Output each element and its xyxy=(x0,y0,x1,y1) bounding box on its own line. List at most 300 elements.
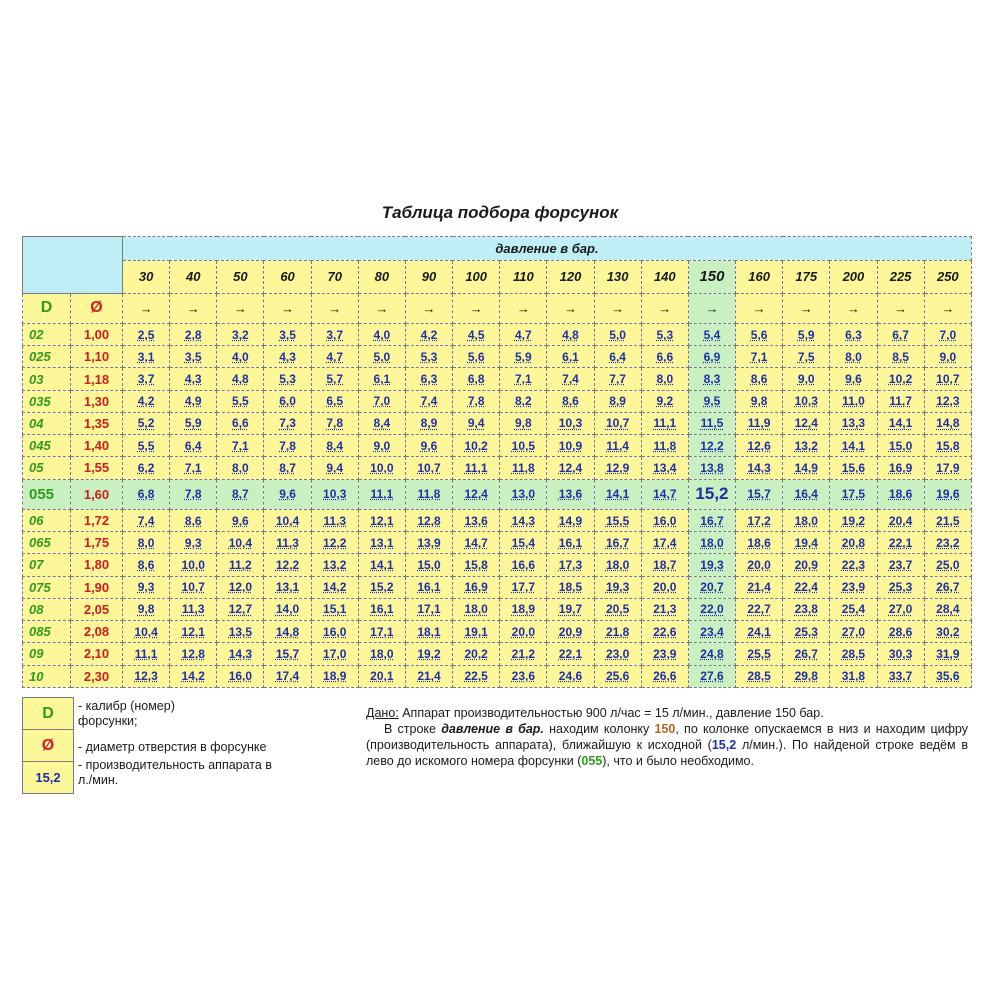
flow-value: 8,6 xyxy=(123,554,170,576)
flow-value: 7,5 xyxy=(783,346,830,368)
table-row xyxy=(23,323,972,345)
nozzle-code: 025 xyxy=(23,346,71,368)
flow-value: 21,4 xyxy=(405,665,452,687)
flow-value: 8,7 xyxy=(217,479,264,509)
flow-value: 20,2 xyxy=(453,643,500,665)
flow-value: 23,8 xyxy=(783,598,830,620)
flow-value: 8,6 xyxy=(547,390,594,412)
nozzle-code: 035 xyxy=(23,390,71,412)
pressure-110: 110 xyxy=(500,261,547,293)
arrow-cell: → xyxy=(924,293,971,323)
nozzle-diameter: 1,40 xyxy=(71,435,123,457)
legend xyxy=(22,697,74,794)
flow-value: 12,2 xyxy=(264,554,311,576)
table-row xyxy=(23,368,972,390)
flow-value: 9,8 xyxy=(500,412,547,434)
flow-value: 5,9 xyxy=(500,346,547,368)
flow-value: 3,5 xyxy=(264,323,311,345)
flow-value: 5,6 xyxy=(736,323,783,345)
flow-value: 16,1 xyxy=(358,598,405,620)
flow-value: 11,4 xyxy=(594,435,641,457)
flow-value: 12,3 xyxy=(924,390,971,412)
flow-value: 5,0 xyxy=(358,346,405,368)
flow-value: 8,4 xyxy=(311,435,358,457)
flow-value: 12,7 xyxy=(217,598,264,620)
arrow-cell: → xyxy=(736,293,783,323)
flow-value: 13,2 xyxy=(311,554,358,576)
arrow-cell: → xyxy=(264,293,311,323)
flow-value: 12,1 xyxy=(358,509,405,531)
flow-value: 14,3 xyxy=(217,643,264,665)
flow-value: 13,5 xyxy=(217,621,264,643)
flow-value: 11,8 xyxy=(500,457,547,479)
flow-value: 18,0 xyxy=(453,598,500,620)
flow-value: 19,3 xyxy=(594,576,641,598)
legend-text-value: - производительность аппарата в л./мин. xyxy=(78,758,272,787)
flow-value: 20,5 xyxy=(594,598,641,620)
flow-value: 5,4 xyxy=(688,323,735,345)
flow-value: 16,0 xyxy=(217,665,264,687)
flow-value: 6,0 xyxy=(264,390,311,412)
flow-value: 31,8 xyxy=(830,665,877,687)
flow-value: 23,6 xyxy=(500,665,547,687)
flow-value: 15,2 xyxy=(688,479,735,509)
nozzle-code: 055 xyxy=(23,479,71,509)
flow-value: 25,5 xyxy=(736,643,783,665)
flow-value: 23,4 xyxy=(688,621,735,643)
flow-value: 22,6 xyxy=(641,621,688,643)
flow-value: 17,0 xyxy=(311,643,358,665)
nozzle-code: 10 xyxy=(23,665,71,687)
flow-value: 7,1 xyxy=(736,346,783,368)
nozzle-table xyxy=(22,236,972,688)
column-d-header: D xyxy=(23,293,71,323)
flow-value: 5,3 xyxy=(641,323,688,345)
nozzle-diameter: 2,08 xyxy=(71,621,123,643)
flow-value: 13,0 xyxy=(500,479,547,509)
arrow-cell: → xyxy=(877,293,924,323)
flow-value: 22,5 xyxy=(453,665,500,687)
flow-value: 27,0 xyxy=(877,598,924,620)
nozzle-code: 07 xyxy=(23,554,71,576)
nozzle-diameter: 2,05 xyxy=(71,598,123,620)
flow-value: 18,0 xyxy=(358,643,405,665)
table-row xyxy=(23,457,972,479)
flow-value: 6,1 xyxy=(547,346,594,368)
pressure-70: 70 xyxy=(311,261,358,293)
flow-value: 9,0 xyxy=(358,435,405,457)
arrow-cell: → xyxy=(311,293,358,323)
table-row xyxy=(23,576,972,598)
flow-value: 14,8 xyxy=(924,412,971,434)
flow-value: 11,3 xyxy=(264,532,311,554)
pressure-row xyxy=(23,261,972,293)
flow-value: 10,3 xyxy=(547,412,594,434)
flow-value: 7,4 xyxy=(547,368,594,390)
flow-value: 9,3 xyxy=(170,532,217,554)
flow-value: 28,4 xyxy=(924,598,971,620)
flow-value: 18,6 xyxy=(736,532,783,554)
flow-value: 15,0 xyxy=(877,435,924,457)
flow-value: 7,0 xyxy=(924,323,971,345)
flow-value: 3,2 xyxy=(217,323,264,345)
flow-value: 5,9 xyxy=(783,323,830,345)
legend-text-diameter: - диаметр отверстия в форсунке xyxy=(78,740,267,754)
flow-value: 33,7 xyxy=(877,665,924,687)
flow-value: 22,4 xyxy=(783,576,830,598)
table-row xyxy=(23,665,972,687)
nozzle-code: 08 xyxy=(23,598,71,620)
arrow-cell: → xyxy=(500,293,547,323)
flow-value: 4,2 xyxy=(405,323,452,345)
flow-value: 6,4 xyxy=(594,346,641,368)
flow-value: 25,0 xyxy=(924,554,971,576)
arrow-cell: → xyxy=(453,293,500,323)
flow-value: 11,5 xyxy=(688,412,735,434)
flow-value: 6,7 xyxy=(877,323,924,345)
flow-value: 21,4 xyxy=(736,576,783,598)
flow-value: 8,0 xyxy=(217,457,264,479)
flow-value: 9,6 xyxy=(217,509,264,531)
flow-value: 19,3 xyxy=(688,554,735,576)
flow-value: 15,1 xyxy=(311,598,358,620)
flow-value: 20,8 xyxy=(830,532,877,554)
flow-value: 10,7 xyxy=(594,412,641,434)
flow-value: 19,2 xyxy=(830,509,877,531)
flow-value: 14,2 xyxy=(170,665,217,687)
flow-value: 7,8 xyxy=(311,412,358,434)
nozzle-code: 02 xyxy=(23,323,71,345)
flow-value: 9,3 xyxy=(123,576,170,598)
pressure-175: 175 xyxy=(783,261,830,293)
header-row xyxy=(23,237,972,261)
nozzle-diameter: 1,90 xyxy=(71,576,123,598)
flow-value: 14,9 xyxy=(783,457,830,479)
flow-value: 22,0 xyxy=(688,598,735,620)
flow-value: 18,9 xyxy=(500,598,547,620)
flow-value: 9,0 xyxy=(783,368,830,390)
flow-value: 18,1 xyxy=(405,621,452,643)
flow-value: 20,9 xyxy=(547,621,594,643)
arrow-cell: → xyxy=(830,293,877,323)
flow-value: 15,4 xyxy=(500,532,547,554)
flow-value: 4,8 xyxy=(547,323,594,345)
flow-value: 6,8 xyxy=(123,479,170,509)
flow-value: 23,2 xyxy=(924,532,971,554)
flow-value: 17,1 xyxy=(358,621,405,643)
flow-value: 7,7 xyxy=(594,368,641,390)
flow-value: 10,4 xyxy=(123,621,170,643)
flow-value: 16,1 xyxy=(547,532,594,554)
flow-value: 25,3 xyxy=(877,576,924,598)
pressure-140: 140 xyxy=(641,261,688,293)
flow-value: 4,0 xyxy=(217,346,264,368)
arrow-cell: → xyxy=(547,293,594,323)
pressure-100: 100 xyxy=(453,261,500,293)
flow-value: 19,7 xyxy=(547,598,594,620)
flow-value: 14,1 xyxy=(830,435,877,457)
flow-value: 21,2 xyxy=(500,643,547,665)
flow-value: 17,5 xyxy=(830,479,877,509)
pressure-200: 200 xyxy=(830,261,877,293)
flow-value: 11,9 xyxy=(736,412,783,434)
flow-value: 7,0 xyxy=(358,390,405,412)
flow-value: 9,6 xyxy=(264,479,311,509)
pressure-50: 50 xyxy=(217,261,264,293)
flow-value: 5,5 xyxy=(217,390,264,412)
flow-value: 4,7 xyxy=(311,346,358,368)
flow-value: 10,4 xyxy=(217,532,264,554)
flow-value: 12,9 xyxy=(594,457,641,479)
flow-value: 6,6 xyxy=(217,412,264,434)
nozzle-diameter: 1,18 xyxy=(71,368,123,390)
flow-value: 6,5 xyxy=(311,390,358,412)
flow-value: 23,9 xyxy=(830,576,877,598)
flow-value: 9,4 xyxy=(311,457,358,479)
flow-value: 13,3 xyxy=(830,412,877,434)
flow-value: 8,7 xyxy=(264,457,311,479)
arrow-cell: → xyxy=(594,293,641,323)
flow-value: 25,6 xyxy=(594,665,641,687)
table-row xyxy=(23,621,972,643)
flow-value: 19,1 xyxy=(453,621,500,643)
flow-value: 9,5 xyxy=(688,390,735,412)
flow-value: 8,9 xyxy=(594,390,641,412)
flow-value: 2,5 xyxy=(123,323,170,345)
flow-value: 8,0 xyxy=(123,532,170,554)
flow-value: 12,4 xyxy=(453,479,500,509)
nozzle-diameter: 1,30 xyxy=(71,390,123,412)
flow-value: 4,7 xyxy=(500,323,547,345)
table-row xyxy=(23,509,972,531)
flow-value: 13,4 xyxy=(641,457,688,479)
nozzle-code: 04 xyxy=(23,412,71,434)
flow-value: 28,5 xyxy=(830,643,877,665)
pressure-80: 80 xyxy=(358,261,405,293)
flow-value: 20,4 xyxy=(877,509,924,531)
example-note: Дано: Аппарат производительностью 900 л/час = 15 л/мин., давление 150 бар. В строке давление в бар. находим колонку 150, по колонке опускаемся в низ и находим цифру (производительность аппарата), ближайшую к исходной (15,2 л/мин.). По найденой строке ведём в лево до искомого номера форсунки (055), что и было необходимо. xyxy=(366,706,968,768)
table-row xyxy=(23,346,972,368)
flow-value: 31,9 xyxy=(924,643,971,665)
flow-value: 23,7 xyxy=(877,554,924,576)
flow-value: 25,3 xyxy=(783,621,830,643)
flow-value: 3,5 xyxy=(170,346,217,368)
flow-value: 7,4 xyxy=(123,509,170,531)
flow-value: 8,3 xyxy=(688,368,735,390)
flow-value: 12,2 xyxy=(311,532,358,554)
flow-value: 22,3 xyxy=(830,554,877,576)
nozzle-diameter: 1,00 xyxy=(71,323,123,345)
flow-value: 22,7 xyxy=(736,598,783,620)
table-corner xyxy=(23,237,123,294)
flow-value: 29,8 xyxy=(783,665,830,687)
flow-value: 17,7 xyxy=(500,576,547,598)
nozzle-code: 05 xyxy=(23,457,71,479)
flow-value: 20,1 xyxy=(358,665,405,687)
flow-value: 28,5 xyxy=(736,665,783,687)
legend-key-diameter: Ø xyxy=(23,730,74,762)
nozzle-diameter: 1,75 xyxy=(71,532,123,554)
flow-value: 17,9 xyxy=(924,457,971,479)
flow-value: 9,0 xyxy=(924,346,971,368)
flow-value: 23,0 xyxy=(594,643,641,665)
flow-value: 6,3 xyxy=(405,368,452,390)
flow-value: 11,3 xyxy=(311,509,358,531)
flow-value: 12,6 xyxy=(736,435,783,457)
flow-value: 10,3 xyxy=(783,390,830,412)
flow-value: 11,7 xyxy=(877,390,924,412)
flow-value: 18,6 xyxy=(877,479,924,509)
flow-value: 25,4 xyxy=(830,598,877,620)
pressure-250: 250 xyxy=(924,261,971,293)
flow-value: 14,9 xyxy=(547,509,594,531)
flow-value: 11,2 xyxy=(217,554,264,576)
flow-value: 4,3 xyxy=(264,346,311,368)
flow-value: 5,7 xyxy=(311,368,358,390)
flow-value: 14,1 xyxy=(358,554,405,576)
flow-value: 10,7 xyxy=(924,368,971,390)
flow-value: 4,2 xyxy=(123,390,170,412)
pressure-130: 130 xyxy=(594,261,641,293)
flow-value: 15,7 xyxy=(736,479,783,509)
flow-value: 10,7 xyxy=(170,576,217,598)
flow-value: 10,2 xyxy=(453,435,500,457)
flow-value: 9,6 xyxy=(830,368,877,390)
flow-value: 8,6 xyxy=(736,368,783,390)
flow-value: 21,5 xyxy=(924,509,971,531)
note-given: Дано: xyxy=(366,706,399,720)
flow-value: 10,0 xyxy=(170,554,217,576)
flow-value: 20,7 xyxy=(688,576,735,598)
flow-value: 6,3 xyxy=(830,323,877,345)
nozzle-diameter: 1,80 xyxy=(71,554,123,576)
flow-value: 15,8 xyxy=(453,554,500,576)
flow-value: 20,0 xyxy=(500,621,547,643)
nozzle-code: 06 xyxy=(23,509,71,531)
table-row xyxy=(23,532,972,554)
flow-value: 17,2 xyxy=(736,509,783,531)
table-row xyxy=(23,643,972,665)
flow-value: 15,5 xyxy=(594,509,641,531)
flow-value: 9,2 xyxy=(641,390,688,412)
nozzle-diameter: 1,60 xyxy=(71,479,123,509)
flow-value: 27,6 xyxy=(688,665,735,687)
flow-value: 12,8 xyxy=(170,643,217,665)
flow-value: 16,6 xyxy=(500,554,547,576)
flow-value: 8,9 xyxy=(405,412,452,434)
flow-value: 14,7 xyxy=(453,532,500,554)
flow-value: 22,1 xyxy=(547,643,594,665)
flow-value: 2,8 xyxy=(170,323,217,345)
flow-value: 5,9 xyxy=(170,412,217,434)
flow-value: 11,1 xyxy=(123,643,170,665)
flow-value: 14,8 xyxy=(264,621,311,643)
flow-value: 14,1 xyxy=(594,479,641,509)
flow-value: 18,9 xyxy=(311,665,358,687)
flow-value: 5,6 xyxy=(453,346,500,368)
flow-value: 30,3 xyxy=(877,643,924,665)
page-title: Таблица подбора форсунок xyxy=(381,203,619,222)
flow-value: 22,1 xyxy=(877,532,924,554)
flow-value: 17,1 xyxy=(405,598,452,620)
flow-value: 7,8 xyxy=(264,435,311,457)
flow-value: 14,7 xyxy=(641,479,688,509)
flow-value: 11,0 xyxy=(830,390,877,412)
flow-value: 15,8 xyxy=(924,435,971,457)
flow-value: 16,4 xyxy=(783,479,830,509)
flow-value: 10,7 xyxy=(405,457,452,479)
flow-value: 13,1 xyxy=(264,576,311,598)
flow-value: 7,1 xyxy=(500,368,547,390)
flow-value: 19,4 xyxy=(783,532,830,554)
flow-value: 6,9 xyxy=(688,346,735,368)
column-diameter-header: Ø xyxy=(71,293,123,323)
arrow-cell: → xyxy=(358,293,405,323)
flow-value: 4,3 xyxy=(170,368,217,390)
flow-value: 11,8 xyxy=(641,435,688,457)
flow-value: 19,2 xyxy=(405,643,452,665)
flow-value: 28,6 xyxy=(877,621,924,643)
arrow-cell: → xyxy=(217,293,264,323)
flow-value: 23,9 xyxy=(641,643,688,665)
flow-value: 16,9 xyxy=(453,576,500,598)
pressure-header: давление в бар. xyxy=(123,237,972,261)
flow-value: 13,6 xyxy=(453,509,500,531)
flow-value: 18,0 xyxy=(594,554,641,576)
flow-value: 18,5 xyxy=(547,576,594,598)
flow-value: 14,1 xyxy=(877,412,924,434)
flow-value: 21,8 xyxy=(594,621,641,643)
pressure-90: 90 xyxy=(405,261,452,293)
flow-value: 16,7 xyxy=(688,509,735,531)
flow-value: 7,8 xyxy=(170,479,217,509)
flow-value: 26,6 xyxy=(641,665,688,687)
flow-value: 12,4 xyxy=(783,412,830,434)
nozzle-diameter: 2,10 xyxy=(71,643,123,665)
flow-value: 10,2 xyxy=(877,368,924,390)
flow-value: 13,6 xyxy=(547,479,594,509)
pressure-150: 150 xyxy=(688,261,735,293)
legend-key-value: 15,2 xyxy=(23,762,74,794)
flow-value: 4,8 xyxy=(217,368,264,390)
flow-value: 16,9 xyxy=(877,457,924,479)
arrow-cell: → xyxy=(123,293,170,323)
arrow-cell: → xyxy=(405,293,452,323)
flow-value: 6,4 xyxy=(170,435,217,457)
arrow-cell: → xyxy=(170,293,217,323)
flow-value: 21,3 xyxy=(641,598,688,620)
table-row xyxy=(23,554,972,576)
flow-value: 14,0 xyxy=(264,598,311,620)
pressure-40: 40 xyxy=(170,261,217,293)
flow-value: 7,1 xyxy=(170,457,217,479)
flow-value: 10,0 xyxy=(358,457,405,479)
flow-value: 7,4 xyxy=(405,390,452,412)
flow-value: 17,4 xyxy=(641,532,688,554)
flow-value: 9,8 xyxy=(736,390,783,412)
flow-value: 6,2 xyxy=(123,457,170,479)
flow-value: 12,4 xyxy=(547,457,594,479)
flow-value: 35,6 xyxy=(924,665,971,687)
flow-value: 10,5 xyxy=(500,435,547,457)
nozzle-code: 085 xyxy=(23,621,71,643)
flow-value: 13,8 xyxy=(688,457,735,479)
nozzle-code: 065 xyxy=(23,532,71,554)
flow-value: 10,3 xyxy=(311,479,358,509)
pressure-160: 160 xyxy=(736,261,783,293)
table-row xyxy=(23,412,972,434)
table-row xyxy=(23,479,972,509)
